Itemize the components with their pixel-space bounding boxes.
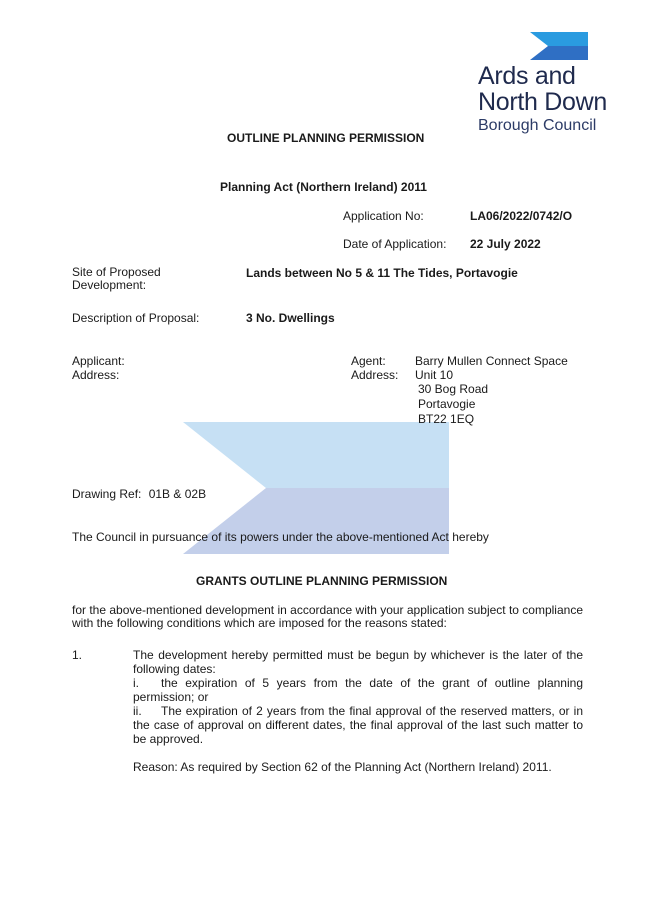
site-value: Lands between No 5 & 11 The Tides, Portavogie [246,266,518,280]
conditions-intro: for the above-mentioned development in accordance with your application subject to compliance with the following conditions which are imposed for the reasons stated: [72,603,583,630]
description-label: Description of Proposal: [72,311,200,325]
agent-labels [351,354,398,382]
date-of-application-label: Date of Application: [343,237,447,251]
drawing-ref-value: 01B & 02B [148,487,207,501]
council-logo [478,64,607,134]
application-no-label: Application No: [343,209,424,223]
date-of-application-value: 22 July 2022 [470,237,541,251]
condition-item [133,704,583,746]
agent-address-line: 30 Bog Road [418,382,489,396]
item-text: The expiration of 2 years from the final approval of the reserved matters, or in the case of approval on different dates, the final approval of the last such matter to be approved. [133,704,583,746]
drawing-ref-label: Drawing Ref: [72,487,142,501]
condition-item [133,676,583,704]
applicant-label: Applicant: [72,354,125,368]
document-title: OUTLINE PLANNING PERMISSION [227,131,425,145]
agent-address-line: BT22 1EQ [418,412,475,426]
agent-label: Agent: [351,354,386,368]
agent-address-line: Portavogie [418,397,476,411]
agent-address-line: Unit 10 [415,368,454,382]
condition-reason: Reason: As required by Section 62 of the Planning Act (Northern Ireland) 2011. [133,760,552,774]
watermark-bottom-band [183,488,449,554]
item-text: the expiration of 5 years from the date of the grant of outline planning permission; or [133,676,583,704]
grant-heading: GRANTS OUTLINE PLANNING PERMISSION [196,574,448,588]
agent-name: Barry Mullen Connect Space [415,354,568,368]
pursuance-statement: The Council in pursuance of its powers under the above-mentioned Act hereby [72,530,489,544]
site-label-line-2: Development: [72,278,147,292]
logo-line-2: North Down [478,88,607,116]
applicant-address-label: Address: [72,368,120,382]
description-value: 3 No. Dwellings [246,311,335,325]
council-logo-icon [530,32,588,60]
applicant-block [72,354,125,382]
logo-line-1: Ards and [478,62,576,90]
site-label-line-1: Site of Proposed [72,265,161,279]
agent-details [415,354,568,427]
condition-text: The development hereby permitted must be begun by whichever is the later of the following dates: [133,648,583,676]
item-marker: ii. [133,704,142,718]
application-no-value: LA06/2022/0742/O [470,209,573,223]
item-marker: i. [133,676,139,690]
condition-1 [133,648,583,774]
site-label [72,266,161,292]
act-heading: Planning Act (Northern Ireland) 2011 [220,180,427,194]
drawing-ref [72,487,206,501]
condition-number: 1. [72,648,83,662]
watermark-top-band [183,422,449,488]
agent-address-label: Address: [351,368,399,382]
logo-line-3: Borough Council [478,117,597,134]
